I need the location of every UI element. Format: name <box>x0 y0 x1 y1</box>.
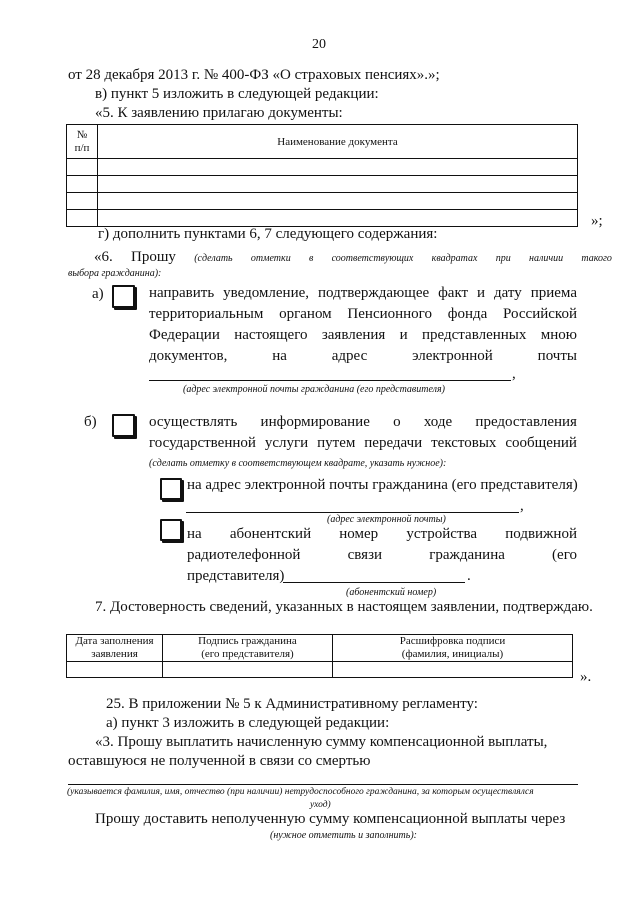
p25-line4: оставшуюся не полученной в связи со смертью <box>68 753 371 769</box>
item-a-line1: направить уведомление, подтверждающее факт и дату приема <box>149 285 577 301</box>
col-number-header: № п/п <box>67 125 98 159</box>
item-b-note: (сделать отметку в соответствующем квадрате, указать нужное): <box>149 458 447 469</box>
item-b-line1: осуществлять информирование о ходе предоставления <box>149 414 577 430</box>
signature-cell[interactable] <box>163 662 333 678</box>
table-closing-quote: »; <box>591 213 603 229</box>
p7-line: 7. Достоверность сведений, указанных в настоящем заявлении, подтверждаю. <box>95 599 593 615</box>
table-cell[interactable] <box>67 159 98 176</box>
option-phone-line2: радиотелефонной связи гражданина (его <box>187 547 577 563</box>
item-b-label: б) <box>84 414 97 430</box>
option-phone-dot: . <box>467 568 471 584</box>
item-a-line2: территориальным органом Пенсионного фонда Российской <box>149 306 577 322</box>
text-line-documents: «5. К заявлению прилагаю документы: <box>95 105 343 121</box>
date-cell[interactable] <box>67 662 163 678</box>
table-row <box>67 662 573 678</box>
deceased-caption-line1: (указывается фамилия, имя, отчество (при наличии) нетрудоспособного гражданина, за которым осуществлялся <box>67 787 534 797</box>
signature-header: Подпись гражданина (его представителя) <box>163 635 333 662</box>
option-email-comma: , <box>520 498 524 514</box>
deceased-caption-line2: уход) <box>310 800 331 810</box>
email-input-line[interactable] <box>149 380 511 381</box>
col-name-header: Наименование документа <box>98 125 578 159</box>
table-row <box>67 159 578 176</box>
p25-line3: «3. Прошу выплатить начисленную сумму компенсационной выплаты, <box>95 734 548 750</box>
email-caption: (адрес электронной почты гражданина (его представителя) <box>183 384 446 395</box>
table-cell[interactable] <box>67 193 98 210</box>
delivery-line: Прошу доставить неполученную сумму компенсационной выплаты через <box>95 811 566 827</box>
table-cell[interactable] <box>67 210 98 227</box>
checkbox-sms-information[interactable] <box>112 414 135 437</box>
full-name-header: Расшифровка подписи (фамилия, инициалы) <box>333 635 573 662</box>
p25-line2: а) пункт 3 изложить в следующей редакции: <box>106 715 390 731</box>
p6-line: «6. Прошу (сделать отметки в соответствующих квадратах при наличии такого <box>94 249 612 265</box>
full-name-cell[interactable] <box>333 662 573 678</box>
item-a-comma: , <box>512 366 516 382</box>
date-header: Дата заполнения заявления <box>67 635 163 662</box>
p25-line1: 25. В приложении № 5 к Административному регламенту: <box>106 696 478 712</box>
table-cell[interactable] <box>67 176 98 193</box>
text-line-point5: в) пункт 5 изложить в следующей редакции: <box>95 86 379 102</box>
phone-caption: (абонентский номер) <box>346 587 437 598</box>
sig-table-closing-quote: ». <box>580 669 592 685</box>
item-b-line2: государственной услуги путем передачи текстовых сообщений <box>149 435 577 451</box>
table-row <box>67 210 578 227</box>
item-a-label: а) <box>92 286 104 302</box>
delivery-caption: (нужное отметить и заполнить): <box>270 830 417 841</box>
item-a-line3: Федерации настоящего заявления и представленных мною <box>149 327 577 343</box>
documents-table <box>66 124 578 227</box>
option-email-input-line[interactable] <box>186 512 519 513</box>
page-number: 20 <box>312 37 326 52</box>
table-cell[interactable] <box>98 193 578 210</box>
table-cell[interactable] <box>98 159 578 176</box>
text-line-law: от 28 декабря 2013 г. № 400-ФЗ «О страховых пенсиях».»; <box>68 67 440 83</box>
item-a-line4: документов, на адрес электронной почты <box>149 348 577 364</box>
option-phone-line1: на абонентский номер устройства подвижной <box>187 526 577 542</box>
checkbox-option-phone[interactable] <box>160 519 182 541</box>
signature-table <box>66 634 573 678</box>
phone-input-line[interactable] <box>283 582 465 583</box>
option-email-label: на адрес электронной почты гражданина (его представителя) <box>187 477 578 493</box>
option-email-caption: (адрес электронной почты) <box>327 514 446 525</box>
table-cell[interactable] <box>98 210 578 227</box>
deceased-name-input-line[interactable] <box>68 784 578 785</box>
table-cell[interactable] <box>98 176 578 193</box>
table-row <box>67 176 578 193</box>
table-row <box>67 193 578 210</box>
p6-note-line2: выбора гражданина): <box>68 268 162 279</box>
option-phone-line3: представителя) <box>187 568 285 584</box>
text-line-g: г) дополнить пунктами 6, 7 следующего содержания: <box>98 226 438 242</box>
checkbox-option-email[interactable] <box>160 478 182 500</box>
checkbox-email-notification[interactable] <box>112 285 135 308</box>
